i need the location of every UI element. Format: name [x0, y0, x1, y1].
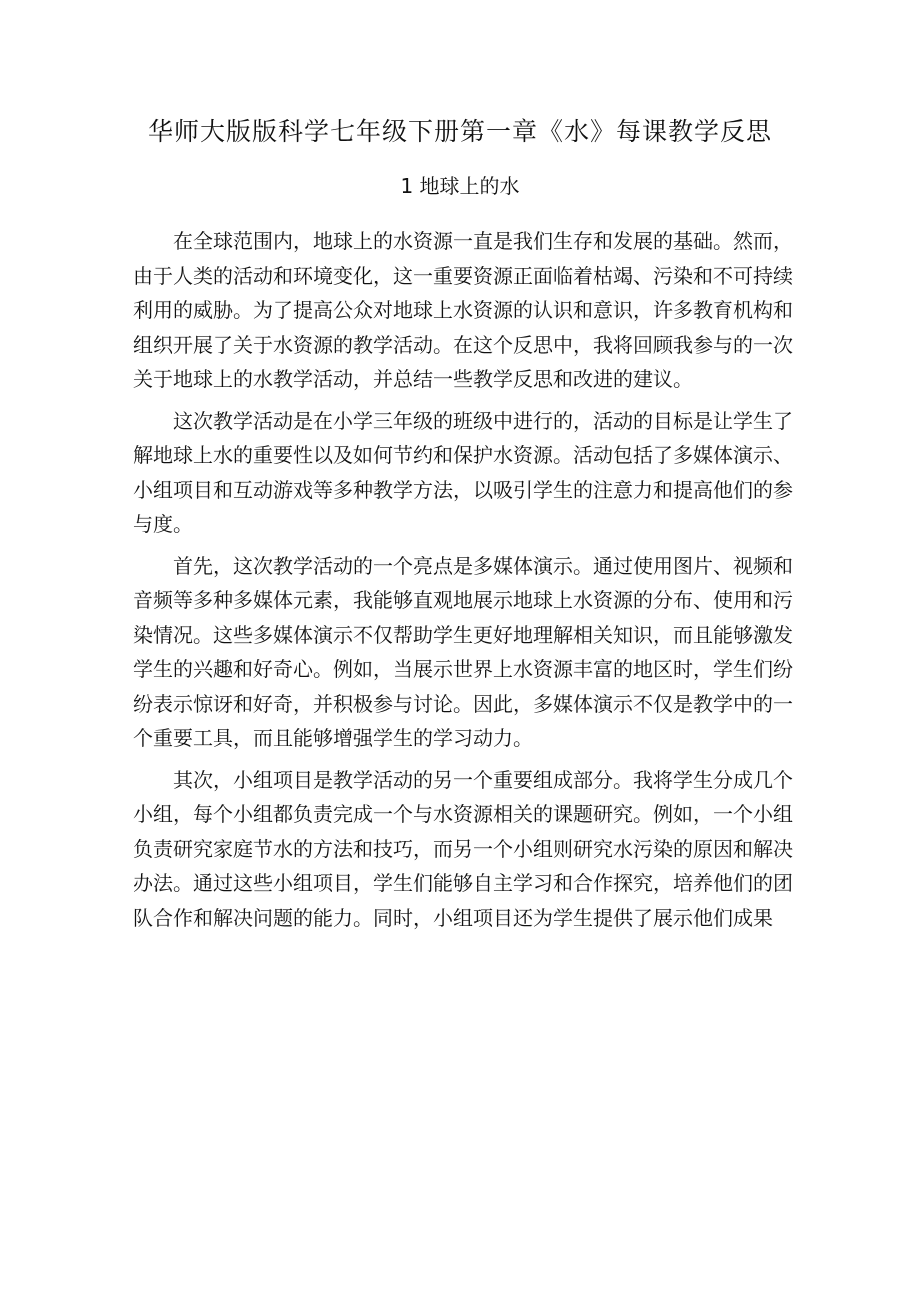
- paragraph-intro: 在全球范围内，地球上的水资源一直是我们生存和发展的基础。然而，由于人类的活动和环境变化，这一重要资源正面临着枯竭、污染和不可持续利用的威胁。为了提高公众对地球上水资源的认识和意识，许多教育机构和组织开展了关于水资源的教学活动。在这个反思中，我将回顾我参与的一次关于地球上的水教学活动，并总结一些教学反思和改进的建议。: [133, 229, 793, 391]
- document-body: [133, 224, 793, 942]
- paragraph-group-projects: 其次，小组项目是教学活动的另一个重要组成部分。我将学生分成几个小组，每个小组都负责完成一个与水资源相关的课题研究。例如，一个小组负责研究家庭节水的方法和技巧，而另一个小组则研究水污染的原因和解决办法。通过这些小组项目，学生们能够自主学习和合作探究，培养他们的团队合作和解决问题的能力。同时，小组项目还为学生提供了展示他们成果: [133, 767, 793, 930]
- section-heading: 1 地球上的水: [400, 174, 520, 198]
- document-title: 华师大版版科学七年级下册第一章《水》每课教学反思: [147, 117, 772, 146]
- paragraph-multimedia: 首先，这次教学活动的一个亮点是多媒体演示。通过使用图片、视频和音频等多种多媒体元素，我能够直观地展示地球上水资源的分布、使用和污染情况。这些多媒体演示不仅帮助学生更好地理解相关知识，而且能够激发学生的兴趣和好奇心。例如，当展示世界上水资源丰富的地区时，学生们纷纷表示惊讶和好奇，并积极参与讨论。因此，多媒体演示不仅是教学中的一个重要工具，而且能够增强学生的学习动力。: [133, 553, 793, 750]
- paragraph-activity-overview: 这次教学活动是在小学三年级的班级中进行的，活动的目标是让学生了解地球上水的重要性以及如何节约和保护水资源。活动包括了多媒体演示、小组项目和互动游戏等多种教学方法，以吸引学生的注意力和提高他们的参与度。: [133, 408, 793, 536]
